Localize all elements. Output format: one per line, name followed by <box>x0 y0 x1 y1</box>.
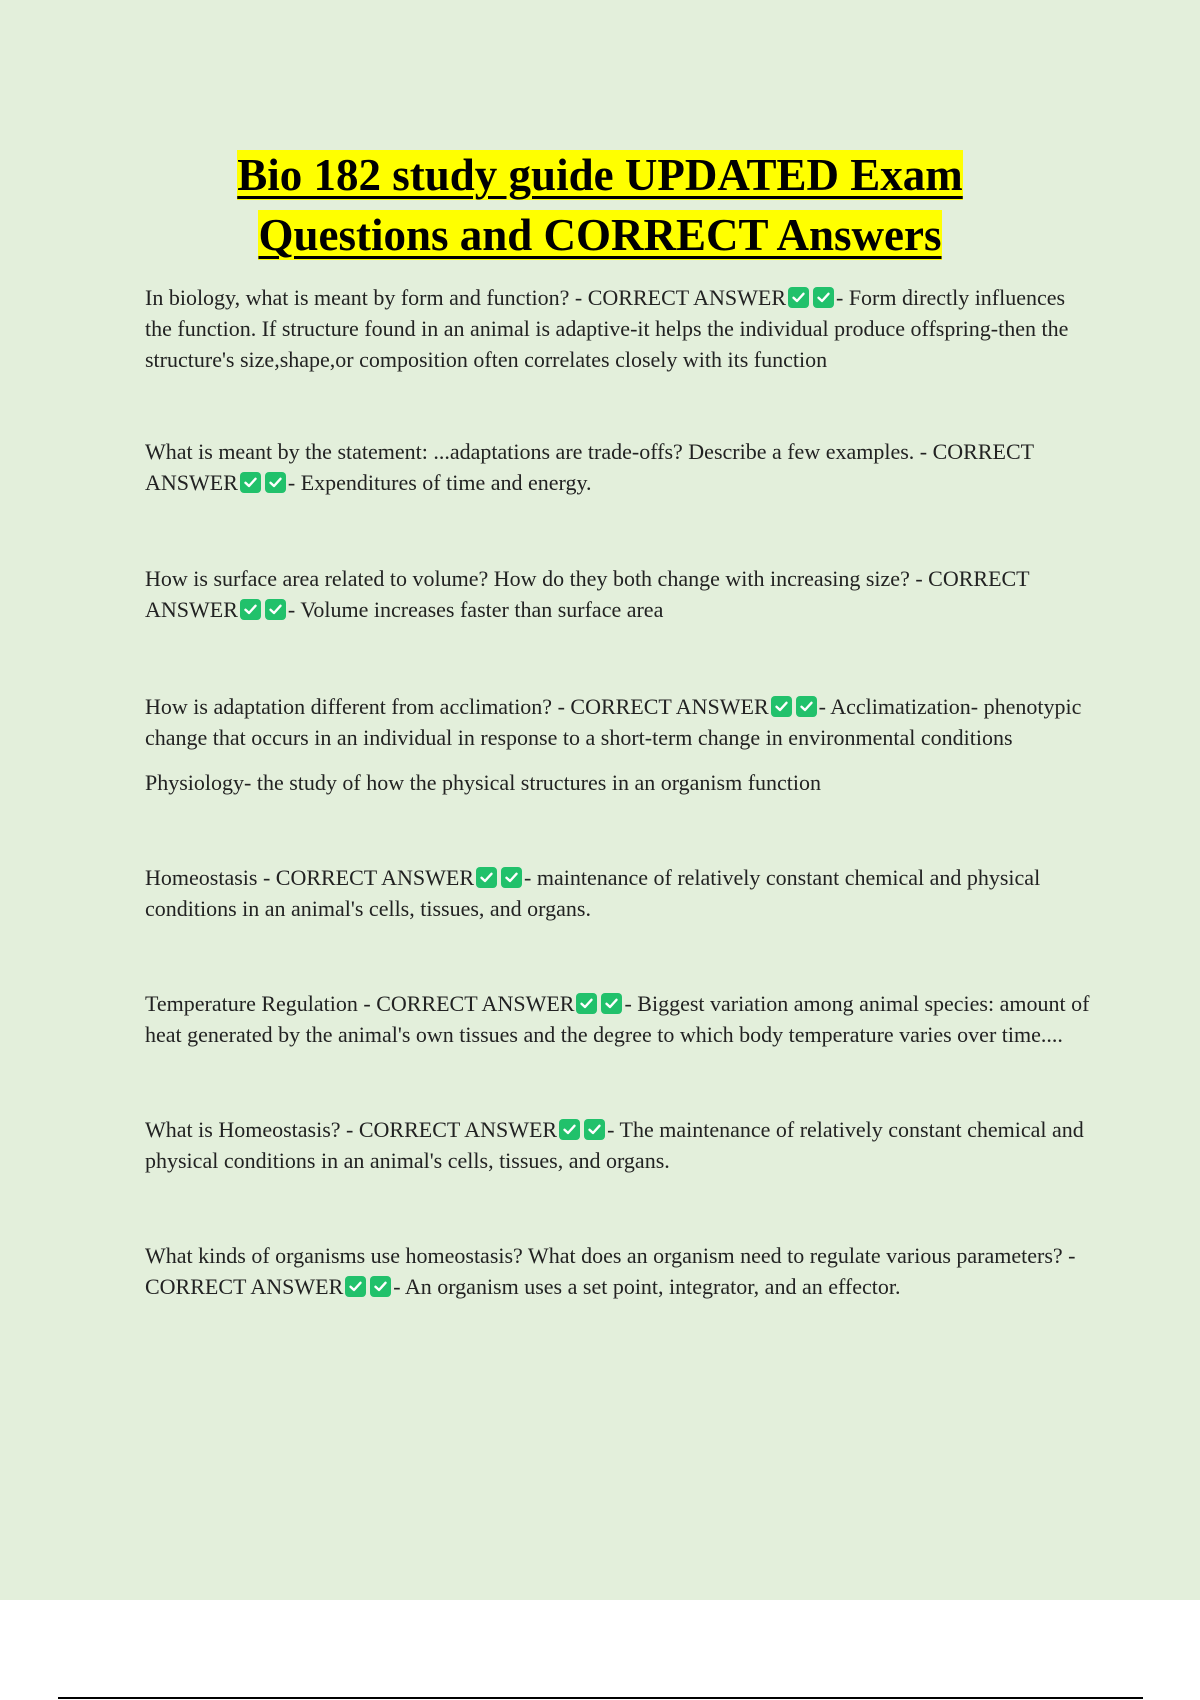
check-box-icon <box>240 472 261 493</box>
question-text: How is surface area related to volume? How do they both change with increasing size? - CORRECT ANSWER <box>145 566 1030 622</box>
check-box-icon <box>240 599 261 620</box>
question-text: What kinds of organisms use homeostasis? What does an organism need to regulate various parameters? - CORRECT ANSWER <box>145 1243 1076 1299</box>
answer-text: - An organism uses a set point, integrator, and an effector. <box>393 1274 901 1299</box>
check-box-icon <box>370 1276 391 1297</box>
answer-text: - Volume increases faster than surface area <box>287 597 664 622</box>
check-box-icon <box>345 1276 366 1297</box>
answer-text: - Expenditures of time and energy. <box>287 470 592 495</box>
check-box-icon <box>788 287 809 308</box>
qa-item-what-homeostasis <box>145 1114 1095 1176</box>
question-text: How is adaptation different from acclimation? - CORRECT ANSWER <box>145 694 769 719</box>
title-line-2: Questions and CORRECT Answers <box>258 210 942 260</box>
answer-text: - Acclimatization- phenotypic change that occurs in an individual in response to a short-term change in environmental conditions <box>145 694 1082 750</box>
question-text: Homeostasis - CORRECT ANSWER <box>145 865 475 890</box>
qa-item-physiology: Physiology- the study of how the physical structures in an organism function <box>145 770 822 795</box>
check-box-icon <box>584 1119 605 1140</box>
answer-text: - The maintenance of relatively constant chemical and physical conditions in an animal's cells, tissues, and organs. <box>145 1117 1084 1173</box>
qa-item-form-function <box>145 282 1095 375</box>
qa-item-adaptation <box>145 691 1095 753</box>
question-text: Temperature Regulation - CORRECT ANSWER <box>145 991 575 1016</box>
check-box-icon <box>559 1119 580 1140</box>
qa-item-homeostasis <box>145 862 1095 924</box>
check-box-icon <box>501 867 522 888</box>
check-box-icon <box>796 696 817 717</box>
check-box-icon <box>265 472 286 493</box>
qa-item-surface-area <box>145 563 1095 625</box>
check-box-icon <box>576 993 597 1014</box>
document-title <box>0 145 1200 265</box>
check-box-icon <box>813 287 834 308</box>
question-text: What is meant by the statement: ...adaptations are trade-offs? Describe a few examples. - CORRECT ANSWER <box>145 439 1034 495</box>
qa-item-organisms <box>145 1240 1095 1302</box>
title-line-1: Bio 182 study guide UPDATED Exam <box>237 150 963 200</box>
answer-text: - Form directly influences the function. If structure found in an animal is adaptive-it helps the individual produce offspring-then the structure's size,shape,or composition often correlates closely with its function <box>145 285 1069 372</box>
answer-text: - maintenance of relatively constant chemical and physical conditions in an animal's cells, tissues, and organs. <box>145 865 1041 921</box>
question-text: In biology, what is meant by form and function? - CORRECT ANSWER <box>145 285 786 310</box>
qa-list <box>145 282 1095 1302</box>
check-box-icon <box>771 696 792 717</box>
footer-divider <box>58 1697 1143 1699</box>
qa-item-trade-offs <box>145 436 1095 498</box>
qa-item-temperature <box>145 988 1095 1050</box>
check-box-icon <box>601 993 622 1014</box>
check-box-icon <box>265 599 286 620</box>
question-text: What is Homeostasis? - CORRECT ANSWER <box>145 1117 558 1142</box>
check-box-icon <box>476 867 497 888</box>
answer-text: - Biggest variation among animal species: amount of heat generated by the animal's own tissues and the degree to which body temperature varies over time.... <box>145 991 1090 1047</box>
